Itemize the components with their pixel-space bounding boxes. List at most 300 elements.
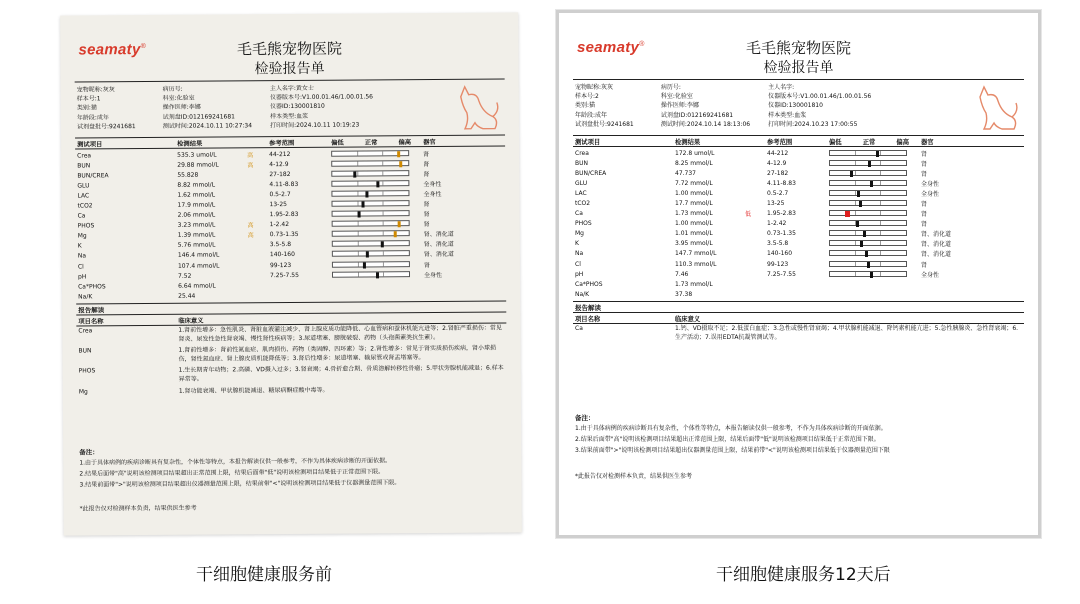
note-line: 1.由于具体病例的疾病诊断具有复杂性，个体性等特点，本报告解读仅供一般参考，不作为具体疾病诊断的开面依据。: [79, 457, 392, 467]
organ: 肾: [423, 201, 430, 209]
level-marker: [865, 251, 868, 257]
bar-divider: [358, 191, 359, 195]
info-row: [575, 92, 895, 101]
level-bar: [829, 170, 907, 176]
info-field: 试剂盘批号:9241681: [575, 120, 634, 128]
note-line: 1.由于具体病例的疾病诊断具有复杂性，个体性等特点，本报告解读仅供一般参考，不作为具体疾病诊断的开面依据。: [575, 425, 887, 432]
info-field: 样本类型:血浆: [768, 111, 807, 119]
reference-range: 27-182: [269, 170, 291, 178]
level-marker: [857, 191, 860, 197]
results-header: 测试项目 检测结果 参考范围 偏低 正常 偏高 器官: [77, 138, 436, 149]
test-name: Ca: [77, 212, 86, 220]
reference-range: 1-2.42: [269, 221, 290, 229]
notes-title: 备注：: [575, 414, 595, 422]
bar-divider: [383, 201, 384, 205]
bar-divider: [382, 171, 383, 175]
interp-item-name: Ca: [575, 325, 583, 332]
level-bar: [829, 190, 907, 196]
table-row: [575, 279, 1024, 289]
test-result: 25.44: [178, 292, 196, 300]
test-result: 6.64 mmol/L: [178, 282, 216, 290]
interp-item-text: 1.肾前性增多：肾前性氮血症、肌肉损伤、药物（类固醇、四环素）等；2.肾性增多：常见于肾实质损伤疾病，肾小球损伤，肾性氮血症、肾上腺皮质机能降低等；3.肾后性增多：尿道堵塞、输尿管或肾盂堵塞等。: [178, 344, 497, 363]
level-bar: [829, 250, 907, 256]
table-row: [575, 239, 1024, 249]
organ: 全身性: [921, 190, 940, 198]
level-marker: [376, 181, 379, 187]
reference-range: 0.73-1.35: [767, 230, 796, 238]
level-bar: [332, 271, 410, 278]
test-result: 147.7 mmol/L: [675, 250, 717, 258]
bar-divider: [855, 171, 856, 175]
reference-range: 27-182: [767, 169, 789, 177]
interp-row: [79, 365, 507, 385]
info-field: 主人名字:: [768, 84, 795, 91]
interp-row: [79, 345, 507, 365]
reference-range: 4.11-8.83: [767, 179, 796, 187]
info-field: 试剂盘批号:9241681: [76, 122, 136, 131]
organ: 肾: [921, 201, 928, 209]
level-bar-cell: [829, 160, 909, 167]
reference-range: 0.5-2.7: [269, 190, 291, 199]
level-bar: [829, 261, 907, 267]
test-name: tCO2: [575, 200, 591, 208]
note-line: 3.结果前面带">"说明该检测项目结果超出仪器测量范围上限，结果前带"<"说明该检测项目结果低于仪器测量范围下限: [575, 447, 890, 454]
level-bar-cell: [332, 271, 412, 279]
table-row: [575, 188, 1024, 198]
bar-divider: [855, 181, 856, 185]
test-name: Mg: [77, 232, 87, 240]
hospital-title: 毛毛熊宠物医院: [236, 39, 342, 59]
reference-range: 140-160: [269, 251, 295, 259]
level-bar: [332, 210, 410, 217]
seamaty-logo: seamaty®: [78, 41, 147, 59]
level-bar-cell: [332, 291, 412, 299]
level-bar: [331, 160, 409, 167]
interp-item-text: 1.肾功能衰竭、甲状腺机能减退、糖尿病酮症酸中毒等。: [178, 386, 329, 395]
test-result: 1.01 mmol/L: [675, 230, 713, 238]
test-name: PHOS: [77, 222, 95, 230]
interp-list: [78, 324, 506, 399]
bar-divider: [358, 262, 359, 266]
test-result: 1.00 mmol/L: [675, 220, 713, 228]
level-bar: [331, 190, 409, 197]
level-bar-cell: [829, 210, 909, 217]
test-result: 1.00 mmol/L: [675, 189, 713, 197]
reference-range: 0.73-1.35: [269, 231, 299, 239]
test-name: LAC: [575, 189, 587, 197]
reference-range: 140-160: [767, 250, 793, 258]
bar-divider: [382, 161, 383, 165]
level-bar-cell: [332, 241, 412, 249]
bar-divider: [383, 232, 384, 236]
report-title: 检验报告单: [254, 60, 325, 78]
interp-item-text: 1.生长期青年动物；2.高磷、VD摄入过多；3.肾衰竭；4.骨折愈合期、骨质溶解转移性骨瘤；5.甲状旁腺机能减退；6.样本异常等。: [178, 364, 504, 383]
bar-divider: [358, 222, 359, 226]
caption-after: 干细胞健康服务12天后: [716, 565, 891, 585]
level-bar: [829, 240, 907, 246]
level-bar-cell: [829, 220, 909, 227]
seamaty-logo: seamaty®: [577, 39, 645, 56]
test-name: Na/K: [78, 293, 93, 301]
reference-range: 0.5-2.7: [767, 189, 789, 197]
test-result: 1.62 mmol/L: [177, 191, 216, 199]
bar-divider: [880, 171, 881, 175]
test-name: K: [575, 240, 579, 248]
info-field: 试剂盘ID:012169241681: [162, 112, 236, 121]
table-row: [575, 148, 1024, 158]
info-field: 科室:化验室: [162, 94, 195, 103]
interp-row: [79, 385, 507, 397]
test-result: 17.9 mmol/L: [177, 201, 216, 209]
level-bar: [829, 160, 907, 166]
table-row: [78, 289, 506, 302]
bar-divider: [880, 251, 881, 255]
result-flag: 高: [247, 222, 254, 230]
reference-range: 7.25-7.55: [767, 270, 796, 278]
organ: 全身性: [423, 271, 443, 279]
bar-divider: [855, 251, 856, 255]
hospital-title: 毛毛熊宠物医院: [745, 39, 851, 57]
cat-icon: [453, 83, 501, 135]
test-result: 29.88 mmol/L: [177, 161, 219, 169]
level-bar: [332, 220, 410, 227]
organ: 全身性: [921, 271, 940, 279]
organ: 肾: [423, 211, 430, 219]
level-bar-cell: [829, 170, 909, 177]
bar-divider: [383, 191, 384, 195]
report-title: 检验报告单: [763, 60, 834, 76]
organ: 肾: [921, 150, 928, 158]
level-bar-cell: [332, 220, 412, 228]
level-marker: [845, 211, 850, 217]
bar-divider: [383, 252, 384, 256]
results-table: [77, 148, 506, 302]
test-result: 3.95 mmol/L: [675, 240, 713, 248]
organ: 肾、消化道: [423, 231, 454, 239]
test-name: Cl: [77, 263, 84, 271]
reference-range: 4-12.9: [767, 159, 787, 167]
info-field: 病历号:: [162, 85, 183, 93]
level-marker: [376, 272, 379, 278]
test-result: 5.76 mmol/L: [177, 241, 216, 250]
table-row: [575, 219, 1024, 229]
level-marker: [868, 161, 871, 167]
footer-note: *此报告仅对检测样本负责，结果供医生参考: [575, 473, 693, 480]
level-bar: [829, 150, 907, 156]
bar-divider: [855, 161, 856, 165]
bar-divider: [383, 262, 384, 266]
interp-row: [78, 324, 506, 344]
test-result: 17.7 mmol/L: [675, 200, 713, 208]
level-bar-cell: [829, 271, 909, 278]
organ: 肾: [423, 221, 430, 229]
result-flag: 高: [247, 151, 254, 159]
reference-range: 13-25: [269, 201, 287, 209]
test-result: 1.39 mmol/L: [177, 231, 216, 240]
level-marker: [358, 212, 361, 218]
bar-divider: [357, 161, 358, 165]
level-marker: [366, 252, 369, 258]
bar-divider: [855, 231, 856, 235]
info-field: 打印时间:2024.10.11 10:19:23: [270, 121, 360, 129]
test-result: 1.73 mmol/L: [675, 280, 713, 288]
interp-title: 报告解读: [575, 304, 601, 312]
info-field: 类别:猫: [76, 104, 97, 112]
level-bar-cell: [829, 250, 909, 257]
test-name: Crea: [77, 151, 92, 160]
test-result: 7.52: [177, 272, 192, 280]
results-table: [575, 148, 1024, 299]
notes-list: [79, 454, 507, 490]
bar-divider: [855, 262, 856, 266]
table-row: [575, 209, 1024, 219]
organ: 肾、消化道: [921, 231, 952, 239]
bar-divider: [358, 242, 359, 246]
test-name: Crea: [575, 149, 589, 157]
level-marker: [860, 241, 863, 247]
bar-divider: [880, 272, 881, 276]
bar-divider: [383, 181, 384, 185]
organ: 肾: [921, 211, 928, 219]
level-marker: [363, 262, 366, 268]
level-bar-cell: [331, 150, 411, 158]
report-before: [60, 12, 522, 535]
bar-divider: [358, 232, 359, 236]
info-field: 操作医师:李娜: [162, 104, 201, 112]
info-field: 打印时间:2024.10.23 17:00:55: [768, 120, 858, 128]
table-row: [575, 168, 1024, 178]
interp-item-name: Mg: [78, 387, 88, 396]
bar-divider: [358, 272, 359, 276]
test-result: 7.46: [675, 270, 689, 278]
test-name: K: [77, 242, 82, 250]
bar-divider: [880, 161, 881, 165]
level-bar-cell: [331, 200, 411, 208]
organ: 肾、消化道: [423, 251, 454, 259]
table-row: [575, 158, 1024, 168]
level-bar: [829, 210, 907, 216]
test-result: 535.3 umol/L: [177, 151, 217, 159]
organ: 全身性: [423, 180, 442, 188]
info-field: 科室:化验室: [660, 93, 693, 101]
level-bar-cell: [829, 230, 909, 237]
bar-divider: [383, 211, 384, 215]
test-result: 107.4 mmol/L: [177, 262, 220, 270]
info-field: 类别:猫: [575, 102, 596, 110]
note-line: 3.结果前面带">"说明该检测项目结果超出仪器测量范围上限，结果前带"<"说明该检测项目结果低于仪器测量范围下限。: [79, 479, 401, 489]
bar-divider: [855, 241, 856, 245]
organ: [412, 284, 506, 285]
info-field: 仪器版本号:V1.00.01.46/1.00.01.56: [768, 93, 872, 101]
interp-item-text: 1.肾前性增多：急性肌炎、肾脏血液灌注减少、肾上腺皮质功能降低、心血管病和蚕休机能亢进等；2.肾脏严重损伤：常见肾炎、尿发性急性肾衰竭、慢性肾性疾病等；3.尿道堵塞、膀胱破裂、药物（头孢菌素类抗生素）。: [178, 324, 502, 343]
table-row: [575, 259, 1024, 269]
level-marker: [361, 202, 364, 208]
info-field: 仪器版本号:V1.00.01.46/1.00.01.56: [269, 93, 374, 102]
level-bar: [331, 150, 409, 157]
info-field: 样本类型:血浆: [270, 112, 309, 120]
reference-range: 1-2.42: [767, 220, 787, 228]
info-field: 病历号:: [660, 84, 681, 91]
patient-info: [575, 83, 895, 129]
note-line: 2.结果后面带"高"说明该检测项目结果超出正常范围上限，结果后面带"低"说明该检测项目结果低于正常范围下限。: [79, 468, 385, 478]
level-bar: [829, 230, 907, 236]
level-marker: [856, 221, 859, 227]
level-bar: [829, 220, 907, 226]
result-flag: 高: [247, 161, 254, 169]
bar-divider: [357, 171, 358, 175]
info-row: [575, 120, 895, 129]
bar-divider: [880, 262, 881, 266]
test-name: GLU: [575, 179, 588, 187]
bar-divider: [358, 202, 359, 206]
level-marker: [365, 191, 368, 197]
info-field: 宠物昵称:灰灰: [575, 84, 614, 91]
bar-divider: [880, 231, 881, 235]
bar-divider: [880, 201, 881, 205]
results-header: 测试项目 检测结果 参考范围 偏低 正常 偏高 器官: [575, 139, 934, 146]
organ: 肾: [921, 160, 928, 168]
bar-divider: [855, 191, 856, 195]
cat-icon: [972, 83, 1020, 135]
reference-range: 99-123: [269, 261, 292, 269]
reference-range: 44-212: [767, 149, 789, 157]
reference-range: 44-212: [269, 150, 291, 158]
organ: 肾: [423, 170, 430, 178]
info-field: 年龄段:成年: [575, 111, 608, 119]
test-result: 110.3 mmol/L: [675, 260, 717, 268]
level-bar: [332, 251, 410, 258]
test-result: 8.82 mmol/L: [177, 181, 216, 189]
level-bar: [332, 230, 410, 237]
reference-range: 7.25-7.55: [269, 271, 299, 279]
table-row: [575, 178, 1024, 188]
test-result: 3.23 mmol/L: [177, 221, 216, 229]
level-bar: [331, 180, 409, 187]
level-bar: [331, 200, 409, 207]
interp-item-name: PHOS: [78, 367, 96, 375]
test-result: 47.737: [675, 169, 696, 177]
level-marker: [859, 201, 862, 207]
reference-range: 1.95-2.83: [269, 211, 299, 219]
bar-divider: [383, 222, 384, 226]
bar-divider: [358, 252, 359, 256]
bar-divider: [382, 151, 383, 155]
test-name: PHOS: [575, 220, 592, 228]
info-field: 宠物昵称:灰灰: [76, 86, 115, 94]
interp-list: [575, 325, 1024, 345]
organ: 肾、消化道: [921, 251, 952, 259]
organ: 肾、消化道: [423, 241, 454, 249]
info-field: 仪器ID:130001810: [269, 103, 325, 111]
organ: 肾: [423, 150, 430, 158]
level-bar-cell: [332, 251, 412, 259]
reference-range: 3.5-5.8: [269, 241, 292, 249]
info-field: 仪器ID:130001810: [768, 102, 823, 110]
test-name: Na: [77, 252, 87, 260]
organ: 肾: [921, 261, 928, 269]
info-field: 测试时间:2024.10.14 18:13:06: [660, 120, 751, 128]
interp-title: 报告解读: [78, 306, 105, 315]
test-result: 8.25 mmol/L: [675, 159, 713, 167]
level-bar-cell: [332, 281, 412, 289]
level-bar: [829, 271, 907, 277]
level-bar-cell: [829, 240, 909, 247]
interp-item-name: BUN: [78, 347, 92, 355]
notes-list: [575, 423, 1024, 456]
notes-title: 备注：: [79, 448, 99, 457]
bar-divider: [880, 211, 881, 215]
bar-divider: [855, 201, 856, 205]
level-bar: [332, 261, 410, 268]
info-field: 操作医师:李娜: [660, 102, 699, 110]
test-name: Cl: [575, 260, 581, 268]
test-name: GLU: [77, 182, 90, 190]
test-name: LAC: [77, 192, 90, 200]
level-marker: [398, 151, 401, 157]
organ: 肾: [921, 170, 928, 178]
level-marker: [354, 171, 357, 177]
level-bar-cell: [332, 230, 412, 238]
level-bar-cell: [829, 291, 909, 298]
info-field: 样本号:2: [575, 93, 599, 101]
note-line: 2.结果后面带"高"说明该检测项目结果超出正常范围上限，结果后面带"低"说明该检测项目结果低于正常范围下限。: [575, 436, 880, 443]
reference-range: 13-25: [767, 200, 785, 208]
table-row: [575, 269, 1024, 279]
table-row: [575, 289, 1024, 299]
table-row: [575, 198, 1024, 208]
test-result: 7.72 mmol/L: [675, 179, 713, 187]
reference-range: 1.95-2.83: [767, 210, 796, 218]
level-bar-cell: [829, 281, 909, 288]
test-result: 1.73 mmol/L: [675, 210, 713, 218]
caption-before: 干细胞健康服务前: [196, 565, 332, 585]
table-row: [575, 229, 1024, 239]
bar-divider: [855, 211, 856, 215]
bar-divider: [880, 181, 881, 185]
info-field: 试剂盘ID:012169241681: [660, 111, 734, 119]
level-bar-cell: [331, 170, 411, 178]
test-name: pH: [77, 273, 87, 281]
organ: 肾: [423, 261, 430, 269]
test-name: Na/K: [575, 290, 590, 298]
test-name: BUN: [77, 162, 91, 170]
patient-info: [77, 83, 397, 131]
organ: 肾、消化道: [921, 241, 952, 249]
level-bar-cell: [829, 180, 909, 187]
bar-divider: [880, 241, 881, 245]
info-row: [575, 111, 895, 120]
level-bar: [332, 241, 410, 248]
info-field: 主人名字:黄女士: [269, 84, 314, 93]
level-bar: [331, 170, 409, 177]
test-name: BUN/CREA: [77, 172, 109, 180]
level-bar-cell: [332, 261, 412, 269]
level-bar-cell: [331, 160, 411, 168]
interp-item-text: 1.钙、VD摄取不足；2.低蛋白血症；3.急性或慢性肾衰竭；4.甲状腺机能减退、降钙素机能亢进；5.急性胰腺炎、急性肾衰竭；6.生产活动；7.误用EDTA抗凝管测试等。: [675, 325, 1019, 341]
test-name: tCO2: [77, 202, 93, 210]
level-bar-cell: [829, 190, 909, 197]
info-field: 年龄段:成年: [76, 113, 109, 122]
info-row: [575, 101, 895, 110]
info-field: 样本号:1: [76, 95, 101, 103]
test-result: 2.06 mmol/L: [177, 211, 216, 219]
level-marker: [876, 151, 879, 157]
interp-header: 项目名称 临床意义: [78, 317, 204, 326]
organ: 肾: [921, 221, 928, 229]
report-after: [556, 10, 1041, 538]
level-marker: [870, 272, 873, 278]
reference-range: 3.5-5.8: [767, 240, 789, 248]
